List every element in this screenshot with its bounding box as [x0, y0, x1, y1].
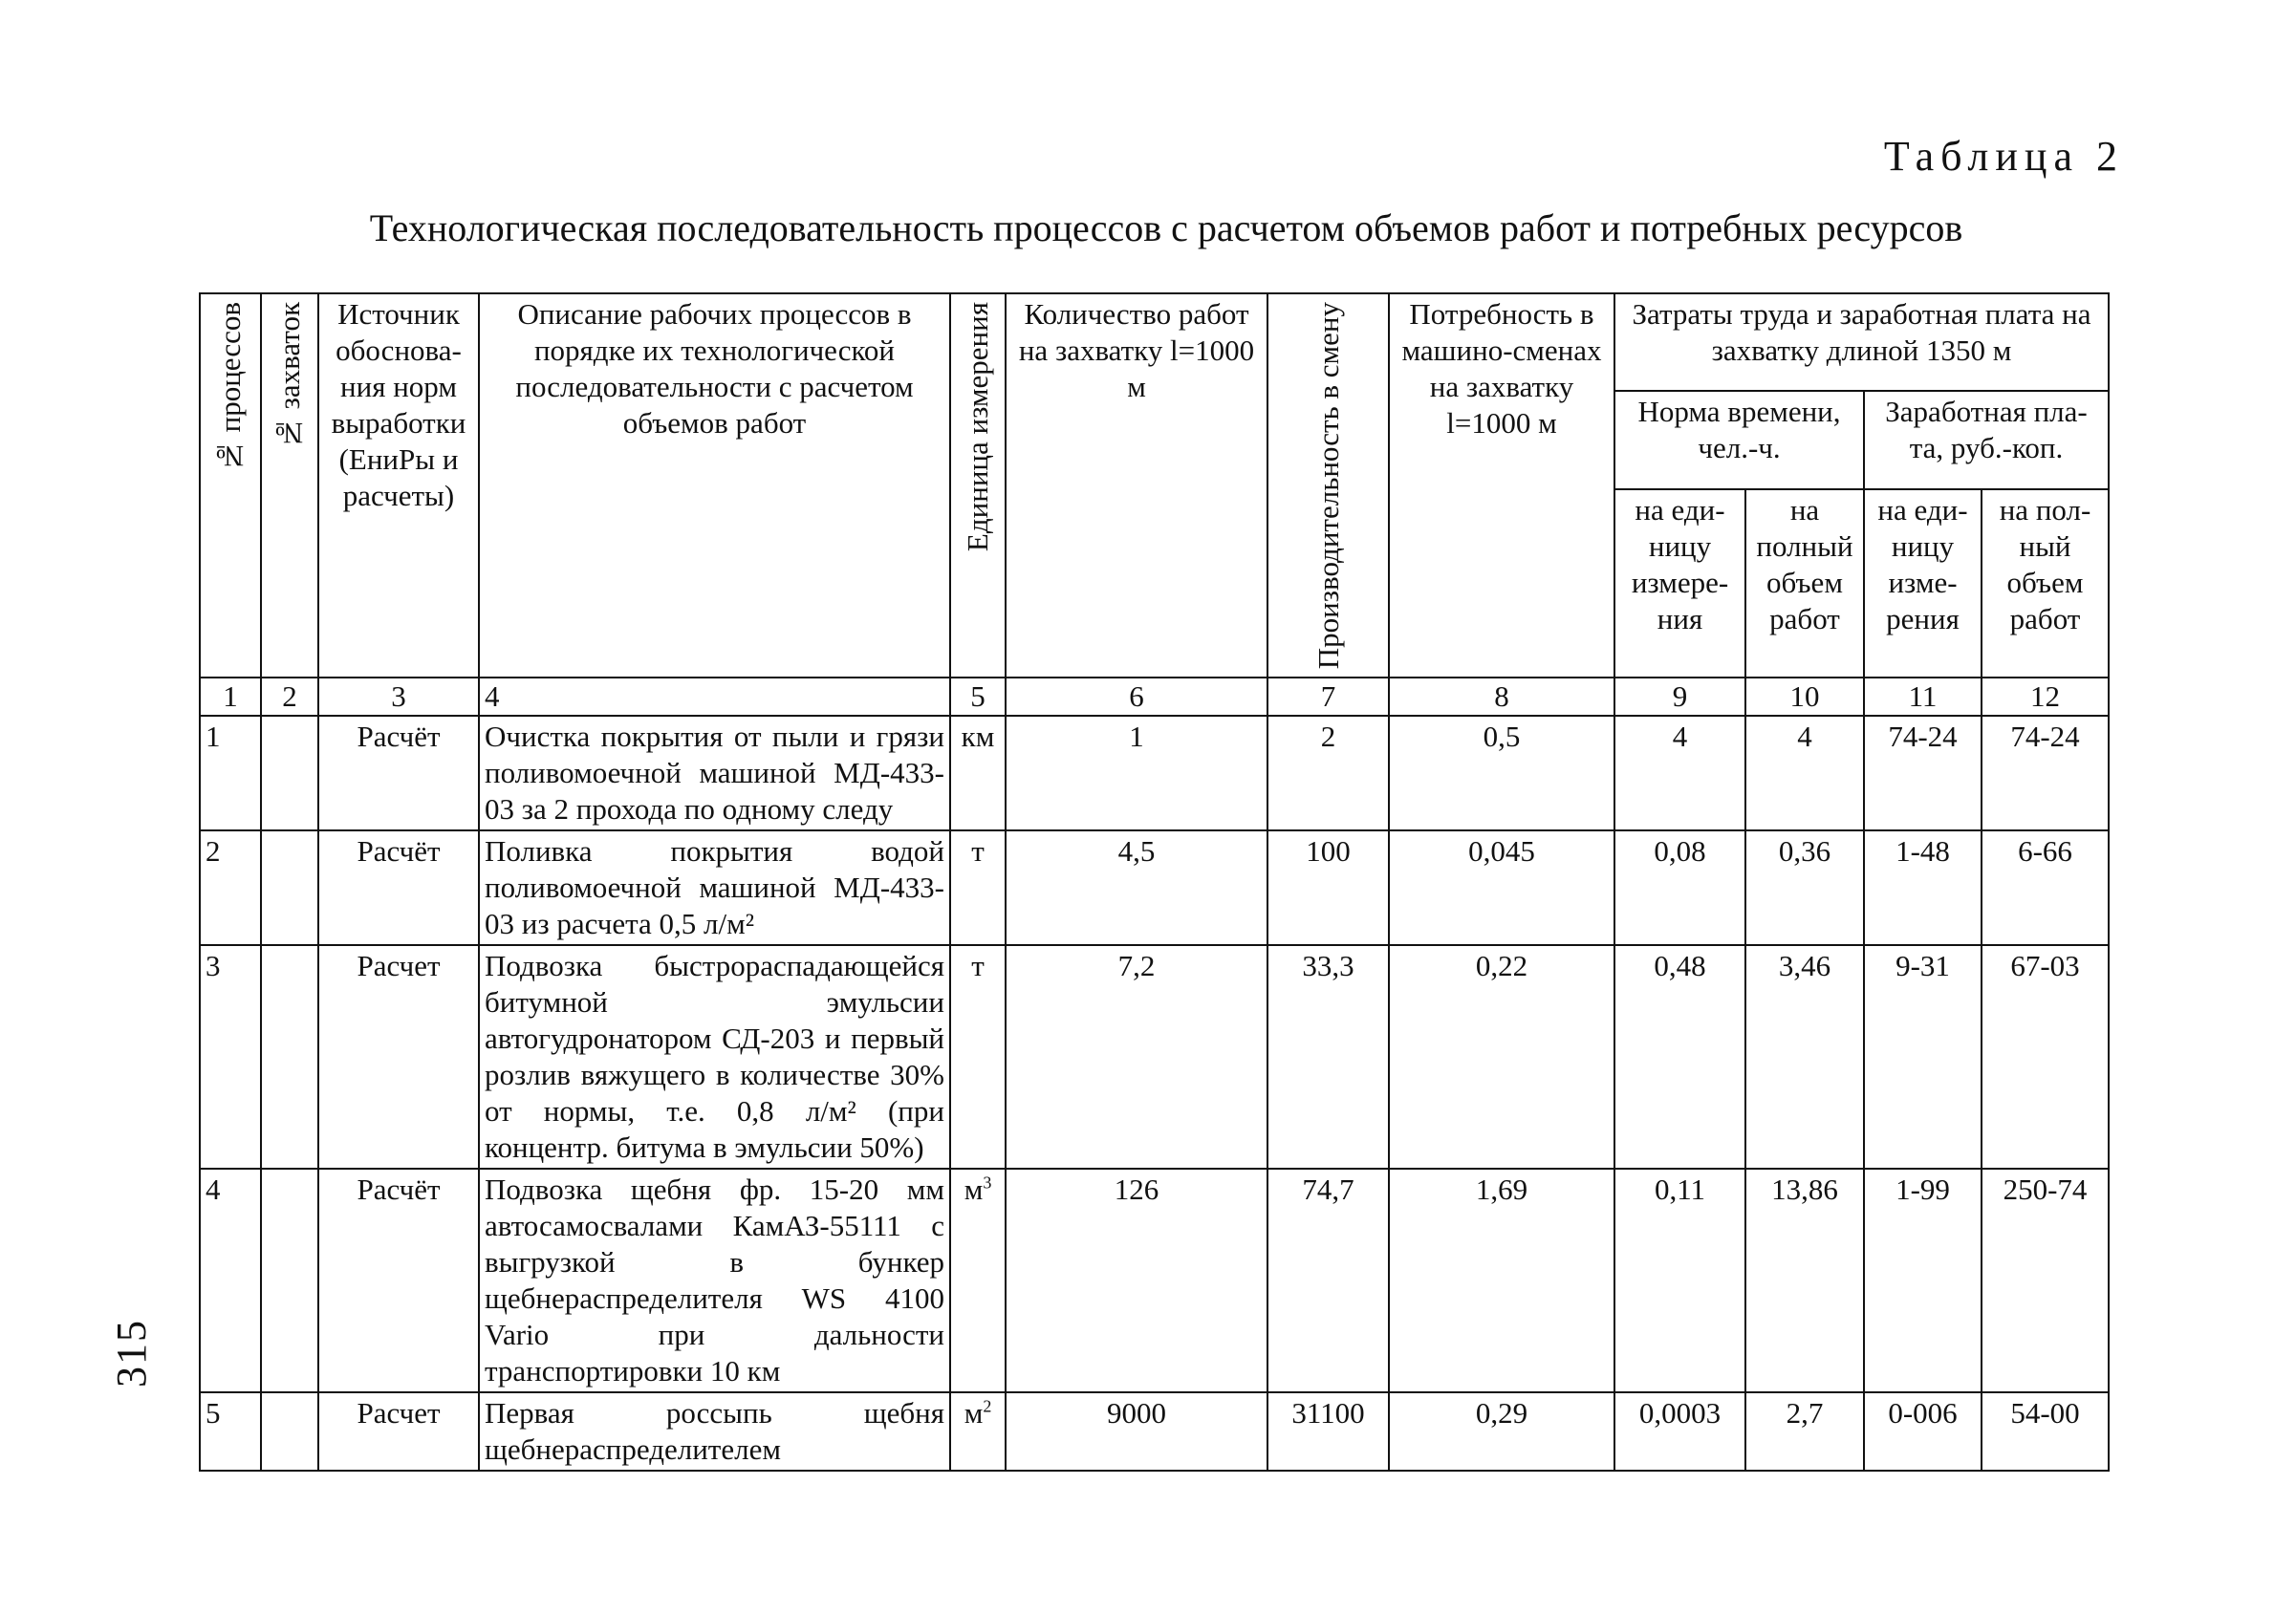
column-number: 11	[1864, 678, 1982, 716]
cell-norm-unit: 0,08	[1614, 830, 1745, 945]
cell-wage-unit: 74-24	[1864, 716, 1982, 830]
cell-norm-total: 3,46	[1745, 945, 1864, 1169]
table-row	[200, 1392, 2109, 1471]
cell-machine-shifts: 0,22	[1389, 945, 1614, 1169]
cell-no: 3	[200, 945, 261, 1169]
cell-machine-shifts: 0,29	[1389, 1392, 1614, 1471]
cell-productivity: 2	[1267, 716, 1389, 830]
column-number: 8	[1389, 678, 1614, 716]
column-number: 5	[950, 678, 1006, 716]
cell-wage-total: 74-24	[1982, 716, 2109, 830]
column-number: 12	[1982, 678, 2109, 716]
cell-productivity: 74,7	[1267, 1169, 1389, 1392]
cell-wage-total: 54-00	[1982, 1392, 2109, 1471]
cell-machine-shifts: 1,69	[1389, 1169, 1614, 1392]
cell-unit: т	[950, 830, 1006, 945]
cell-productivity: 100	[1267, 830, 1389, 945]
table-row	[200, 716, 2109, 830]
cell-norm-total: 2,7	[1745, 1392, 1864, 1471]
cell-machine-shifts: 0,5	[1389, 716, 1614, 830]
cell-no: 2	[200, 830, 261, 945]
cell-description: Первая россыпь щебня щебнераспределителем	[479, 1392, 950, 1471]
cell-norm-unit: 0,11	[1614, 1169, 1745, 1392]
header-quantity: Количество работ на захватку l=1000 м	[1006, 293, 1267, 678]
cell-no: 1	[200, 716, 261, 830]
header-productivity: Производительность в смену	[1267, 293, 1389, 678]
header-per-total-wage: на пол-ный объем работ	[1982, 489, 2109, 678]
cell-wage-total: 67-03	[1982, 945, 2109, 1169]
cell-norm-unit: 4	[1614, 716, 1745, 830]
cell-wage-unit: 9-31	[1864, 945, 1982, 1169]
column-number: 3	[318, 678, 479, 716]
cell-quantity: 4,5	[1006, 830, 1267, 945]
process-table	[199, 292, 2110, 1472]
cell-wage-unit: 1-48	[1864, 830, 1982, 945]
cell-unit: $м^2$	[950, 1392, 1006, 1471]
cell-wage-unit: 1-99	[1864, 1169, 1982, 1392]
cell-wage-total: 6-66	[1982, 830, 2109, 945]
cell-quantity: 1	[1006, 716, 1267, 830]
cell-description: Поливка покрытия водой поливомоечной машиной МД-433-03 из расчета 0,5 л/м²	[479, 830, 950, 945]
cell-unit: $м^3$	[950, 1169, 1006, 1392]
cell-productivity: 33,3	[1267, 945, 1389, 1169]
cell-wage-total: 250-74	[1982, 1169, 2109, 1392]
column-number: 7	[1267, 678, 1389, 716]
header-process-no: № процессов	[200, 293, 261, 678]
cell-norm-unit: 0,48	[1614, 945, 1745, 1169]
cell-description: Очистка покрытия от пыли и грязи поливомоечной машиной МД-433-03 за 2 прохода по одному следу	[479, 716, 950, 830]
header-per-unit: на еди-ницу измере-ния	[1614, 489, 1745, 678]
table-label: Таблица 2	[1883, 133, 2124, 180]
column-number: 10	[1745, 678, 1864, 716]
cell-norm-total: 13,86	[1745, 1169, 1864, 1392]
table-row	[200, 945, 2109, 1169]
cell-grip	[261, 1169, 318, 1392]
page-number: 315	[108, 1319, 155, 1388]
cell-description: Подвозка быстрораспадающейся битумной эмульсии автогудронатором СД-203 и первый розлив вяжущего в количестве 30% от нормы, т.е. 0,8 л/м² (при концентр. битума в эмульсии 50%)	[479, 945, 950, 1169]
cell-grip	[261, 945, 318, 1169]
table-row	[200, 830, 2109, 945]
cell-norm-total: 0,36	[1745, 830, 1864, 945]
cell-no: 5	[200, 1392, 261, 1471]
header-wage: Заработная пла-та, руб.-коп.	[1864, 391, 2109, 488]
column-number: 1	[200, 678, 261, 716]
header-per-total: на полный объем работ	[1745, 489, 1864, 678]
cell-source: Расчет	[318, 945, 479, 1169]
cell-description: Подвозка щебня фр. 15-20 мм автосамосвалами КамАЗ-55111 с выгрузкой в бункер щебнераспределителя WS 4100 Vario при дальности транспортировки 10 км	[479, 1169, 950, 1392]
cell-productivity: 31100	[1267, 1392, 1389, 1471]
cell-unit: т	[950, 945, 1006, 1169]
cell-wage-unit: 0-006	[1864, 1392, 1982, 1471]
cell-no: 4	[200, 1169, 261, 1392]
header-time-norm: Норма времени, чел.-ч.	[1614, 391, 1864, 488]
header-grip-no: № захваток	[261, 293, 318, 678]
header-description: Описание рабочих процессов в порядке их технологической последовательности с расчетом объемов работ	[479, 293, 950, 678]
cell-norm-total: 4	[1745, 716, 1864, 830]
table-row	[200, 1169, 2109, 1392]
cell-grip	[261, 830, 318, 945]
header-per-unit-wage: на еди-ницу изме-рения	[1864, 489, 1982, 678]
cell-machine-shifts: 0,045	[1389, 830, 1614, 945]
column-number: 6	[1006, 678, 1267, 716]
column-number: 2	[261, 678, 318, 716]
page-title: Технологическая последовательность процессов с расчетом объемов работ и потребных ресурсов	[369, 206, 1963, 249]
column-number: 4	[479, 678, 950, 716]
cell-source: Расчёт	[318, 1169, 479, 1392]
header-machine-shifts: Потребность в машино-сменах на захватку l=1000 м	[1389, 293, 1614, 678]
column-number-row	[200, 678, 2109, 716]
cell-quantity: 7,2	[1006, 945, 1267, 1169]
header-unit: Единица измерения	[950, 293, 1006, 678]
cell-norm-unit: 0,0003	[1614, 1392, 1745, 1471]
header-source: Источник обоснова-ния норм выработки (ЕниРы и расчеты)	[318, 293, 479, 678]
cell-unit: км	[950, 716, 1006, 830]
column-number: 9	[1614, 678, 1745, 716]
cell-source: Расчет	[318, 1392, 479, 1471]
cell-quantity: 126	[1006, 1169, 1267, 1392]
cell-source: Расчёт	[318, 830, 479, 945]
cell-source: Расчёт	[318, 716, 479, 830]
cell-grip	[261, 1392, 318, 1471]
header-labor-group: Затраты труда и заработная плата на захватку длиной 1350 м	[1614, 293, 2109, 391]
cell-grip	[261, 716, 318, 830]
cell-quantity: 9000	[1006, 1392, 1267, 1471]
